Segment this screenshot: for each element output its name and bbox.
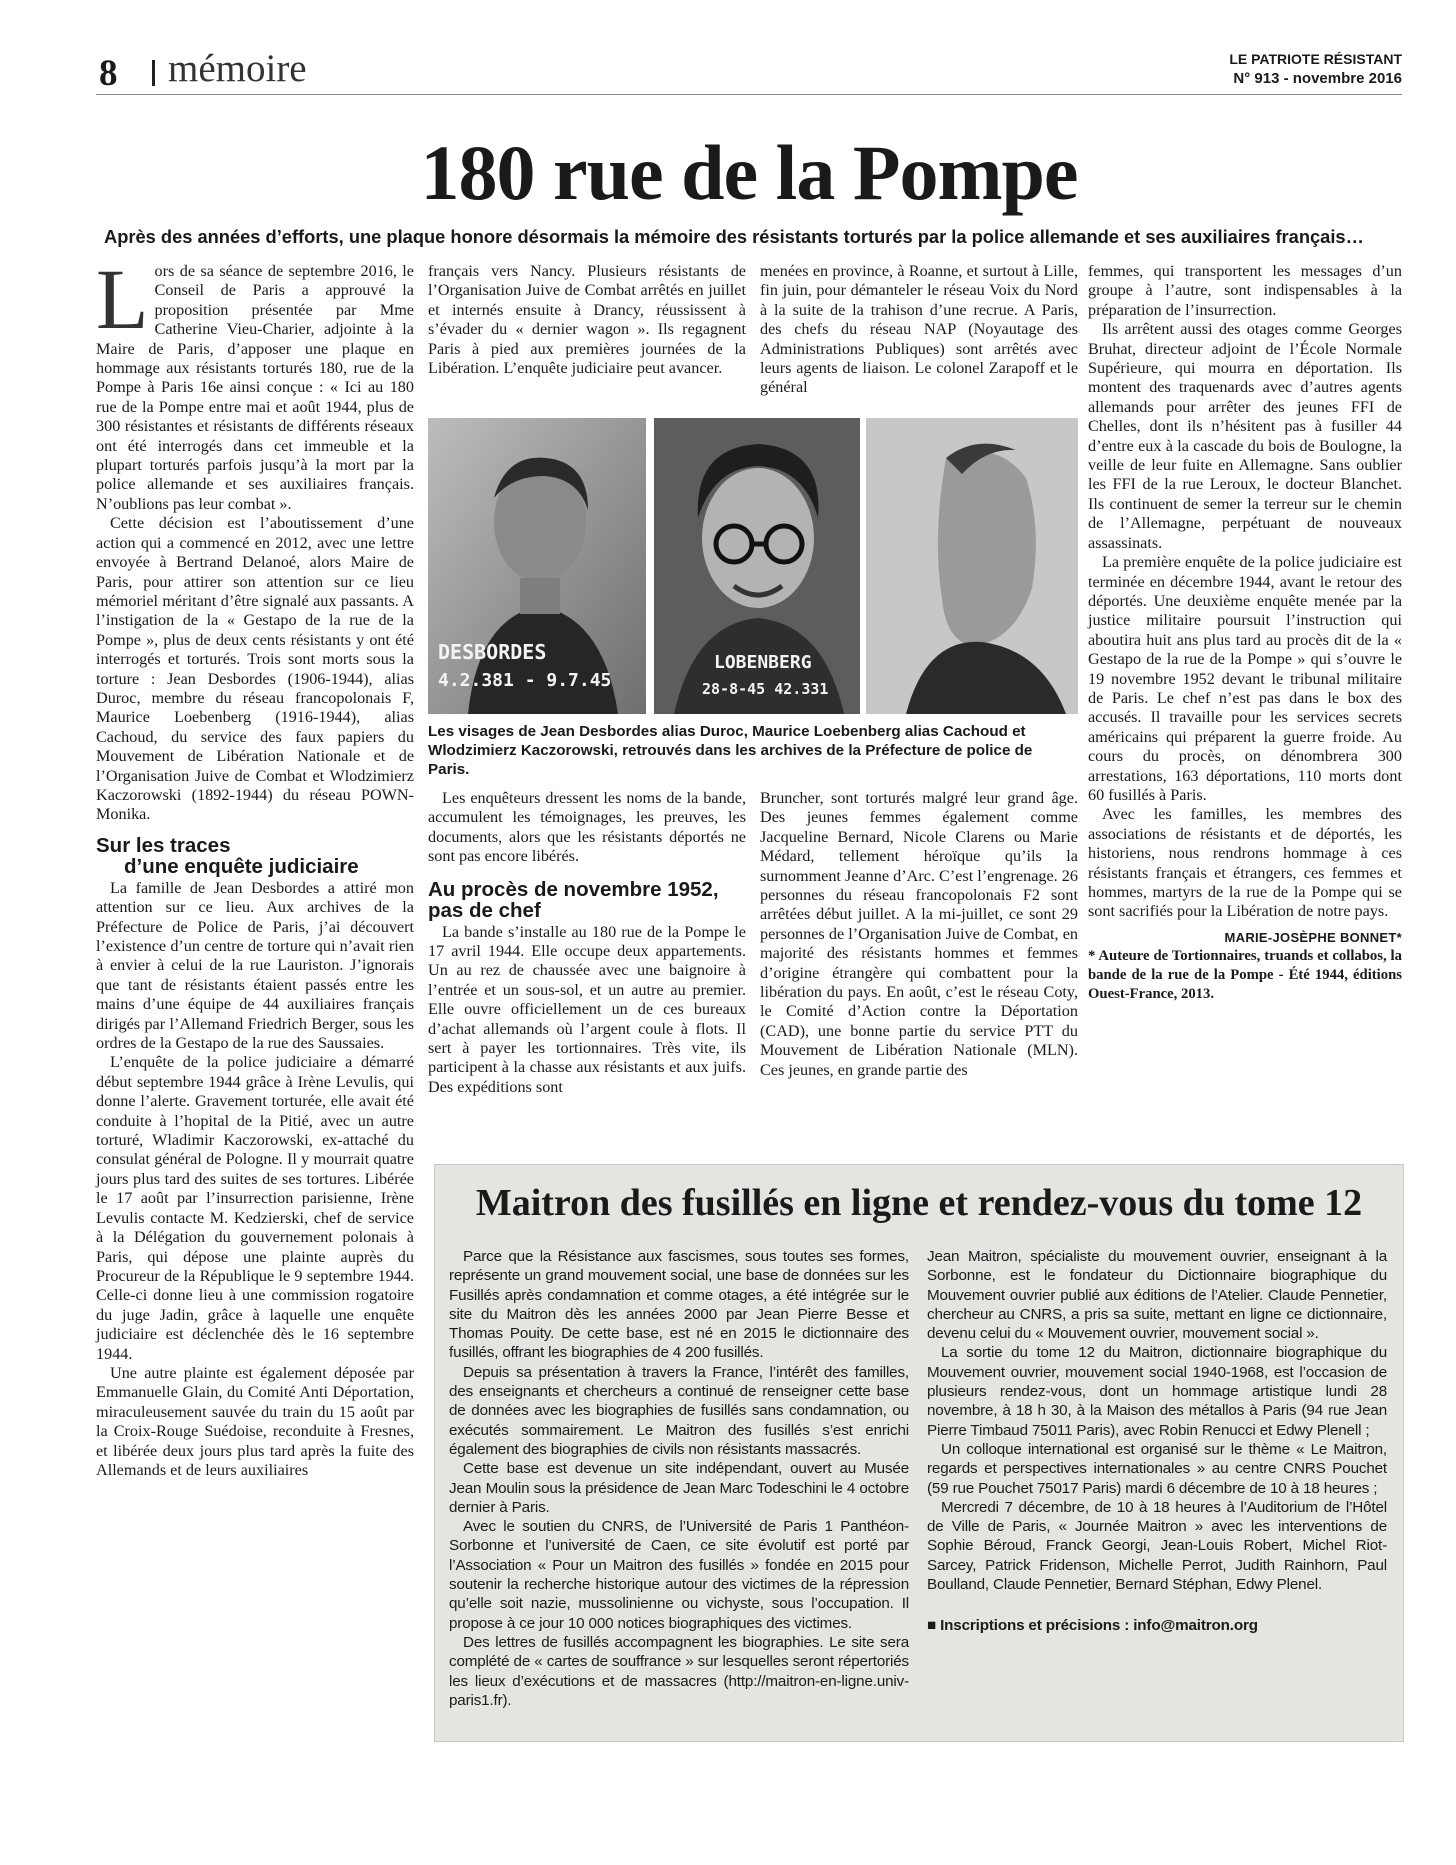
box-paragraph: Jean Maitron, spécialiste du mouvement ouvrier, enseignant à la Sorbonne, est le fondateur du Dictionnaire biographique du Mouvement ouvrier publié aux éditions de l’Atelier. Claude Pennetier, chercheur au CNRS, a pris sa suite, mettant en ligne ce dictionnaire, devenu celui du « Mouvement ouvrier, mouvement social ». [927,1248,1387,1343]
article-paragraph: français vers Nancy. Plusieurs résistants de l’Organisation Juive de Combat arrêtés en juillet et internés ensuite à Drancy, réussissent à s’évader du « dernier wagon ». Ils regagnent Paris à pied aux premières journées de la Libération. L’enquête judiciaire peut avancer. [428,262,746,378]
box-paragraph: Un colloque international est organisé sur le thème « Le Maitron, regards et perspectives internationales » au centre CNRS Pouchet (59 rue Pouchet 75017 Paris) mardi 6 décembre de 10 à 18 heures ; [927,1440,1387,1497]
article-paragraph: Une autre plainte est également déposée par Emmanuelle Glain, du Comité Anti Déportation, miraculeusement sauvée du train du 15 août par la Croix-Rouge Suédoise, reconduite à Fresnes, et libérée deux jours plus tard après la fuite des Allemands et de leurs auxiliaires [96,1363,414,1479]
subhead-proces: Au procès de novembre 1952, pas de chef [428,877,719,922]
article-column-1 [96,251,414,1480]
photo-desbordes [428,418,646,714]
photo-number: 28-8-45 42.331 [702,680,829,698]
box-paragraph: Depuis sa présentation à travers la France, l’intérêt des familles, des enseignants et chercheurs a continué de renseigner cette base de données avec les biographies de fusillés sans condamnation, ou exécutés sommairement. Le Maitron des fusillés s’est enrichi également des biographies de civils non résistants massacrés. [449,1363,909,1458]
article-paragraph: La première enquête de la police judiciaire est terminée en décembre 1944, avant le retour des déportés. Une deuxième enquête menée par la justice militaire poursuit l’instruction qui aboutira huit ans plus tard au procès dit de la « Gestapo de la rue de la Pompe » qui s’ouvre le 19 novembre 1952 devant le tribunal militaire de Paris. Le chef n’est pas dans le box des accusés. Il travaille pour les services secrets américains qui préparent la guerre froide. Au cours du procès, on dénombrera 300 arrestations, 163 déportations, 110 morts dont 60 fusillés à Paris. [1088,553,1402,804]
photo-caption: Les visages de Jean Desbordes alias Duroc, Maurice Loebenberg alias Cachoud et Wlodzimierz Kaczorowski, retrouvés dans les archives de la Préfecture de police de Paris. [428,723,1033,778]
article-paragraph: Bruncher, sont torturés malgré leur grand âge. Des jeunes femmes également comme Jacqueline Bernard, Nicole Clarens ou Marie Médard, tellement héroïque qu’ils la surnomment Jeanne d’Arc. C’est l’engrenage. 26 personnes du réseau francopolonais F2 sont arrêtées début juillet. A la mi-juillet, ce sont 29 personnes de l’Organisation Juive de Combat, en majorité des résistants hommes et femmes d’origine étrangère qui combattent pour la libération du pays. En août, c’est le réseau Coty, le Comité d’Action contre la Déportation (CAD), une bonne partie du service PTT du Mouvement de Libération Nationale (MLN). Ces jeunes, en grande partie des [760,789,1078,1079]
box-paragraph: Mercredi 7 décembre, de 10 à 18 heures à l’Auditorium de l’Hôtel de Ville de Paris, « Journée Maitron » avec les interventions de Sophie Béroud, Franck Georgi, Jean-Louis Robert, Michel Riot-Sarcey, Patrick Fridenson, Michelle Perrot, Judith Rainhorn, Paul Boulland, Claude Pennetier, Bernard Stéphan, Edwy Plenel. [927,1498,1387,1594]
article-column-3-bottom [760,789,1078,1080]
author-signature: MARIE-JOSÈPHE BONNET* [1224,929,1402,945]
page-number: 8 [99,53,118,94]
drop-cap: L [96,251,149,347]
subhead-traces: Sur les traces d’une enquête judiciaire [96,833,359,878]
article-title: 180 rue de la Pompe [420,129,1078,216]
article-column-4 [1088,262,1402,1004]
section-title: mémoire [168,47,307,90]
maitron-box [434,1164,1404,1742]
article-paragraph: La bande s’installe au 180 rue de la Pompe le 17 avril 1944. Elle occupe deux appartements. Un au rez de chaussée avec une baignoire à l’entrée et un sous-sol, et un autre au premier. Elle ouvre officiellement un de ces bureaux d’achat allemands où l’argent coule à flots. Il sert à payer les tortionnaires. Très vite, ils participent à la chasse aux résistants et aux juifs. Des expéditions sont [428,922,746,1096]
article-column-3-top [760,262,1078,398]
issue-number: N° 913 - novembre 2016 [1233,70,1402,87]
photo-number: 4.2.381 - 9.7.45 [438,670,612,691]
portrait-image [866,418,1078,714]
article-paragraph: menées en province, à Roanne, et surtout à Lille, fin juin, pour démanteler le réseau Voix du Nord à la suite de la trahison d’une recrue. A Paris, des chefs du réseau NAP (Noyautage des Administrations Publiques) sont arrêtés avec leurs agents de liaison. Le colonel Zarapoff et le général [760,262,1078,397]
publication-name: LE PATRIOTE RÉSISTANT [1229,51,1402,67]
article-paragraph: Ils arrêtent aussi des otages comme Georges Bruhat, directeur adjoint de l’École Normale Supérieure, qui mourra en déportation. Ils montent des traquenards avec d’autres agents allemands pour arrêter des jeunes FFI de Chelles, dont ils n’hésitent pas à fusiller 44 d’entre eux à la cascade du bois de Boulogne, la veille de leur fuite en Allemagne. Sans oublier les FFI de la rue Leroux, le docteur Blanchet. Ils continuent de semer la terreur sur le chemin de l’Allemagne, perpétuant de nouveaux assassinats. [1088,320,1402,552]
photo-label: LOBENBERG [714,652,812,673]
box-title: Maitron des fusillés en ligne et rendez-vous du tome 12 [475,1182,1363,1224]
box-column-right [927,1247,1387,1636]
box-paragraph: Avec le soutien du CNRS, de l’Université de Paris 1 Panthéon-Sorbonne et l’université de Caen, ce site évolutif est porté par l’Association « Pour un Maitron des fusillés » fondée en 2015 pour soutenir la recherche historique autour des victimes de la répression qu’elle soit nazie, mussolinienne ou vichyste, sous l’occupation. Il propose à ce jour 10 000 notices biographiques des victimes. [449,1518,909,1632]
article-paragraph: La famille de Jean Desbordes a attiré mon attention sur ce lieu. Aux archives de la Préfecture de Police de Paris, j’ai découvert l’existence d’un centre de torture qui n’avait rien à envier à celui de la rue Lauriston. J’ignorais que tant de résistants étaient passés entre les mains d’une équipe de 44 auxiliaires français dirigés par l’Allemand Friedrich Berger, sous les ordres de la Gestapo de la rue des Saussaies. [96,878,414,1053]
article-paragraph: femmes, qui transportent les messages d’un groupe à l’autre, sont indispensables à la préparation de l’insurrection. [1088,262,1402,319]
box-paragraph: Parce que la Résistance aux fascismes, sous toutes ses formes, représente un grand mouvement social, une base de données sur les Fusillés après condamnation et comme otages, a été intégrée sur le site du Maitron dès les années 2000 par Jean Pierre Besse et Thomas Pouity. De cette base, est né en 2015 le dictionnaire des fusillés, offrant les biographies de 4 200 fusillés. [449,1248,909,1362]
box-paragraph: Cette base est devenue un site indépendant, ouvert au Musée Jean Moulin sous la présidence de Jean Marc Todeschini le 4 octobre dernier à Paris. [449,1460,909,1516]
author-note: * Auteure de Tortionnaires, truands et collabos, la bande de la rue de la Pompe - Été 1944, éditions Ouest-France, 2013. [1088,948,1402,1003]
photo-loebenberg [654,418,860,714]
article-paragraph: Les enquêteurs dressent les noms de la bande, accumulent les témoignages, les preuves, les documents, alors que les résistants déportés ne sont pas encore libérés. [428,789,746,866]
article-paragraph: Cette décision est l’aboutissement d’une action qui a commencé en 2012, avec une lettre envoyée à Bertrand Delanoé, alors Maire de Paris, pour attirer son attention sur ce lieu mémoriel méritant d’être signalé aux passants. A l’instigation de la « Gestapo de la rue de la Pompe », plus de deux cents résistants y ont été interrogés et torturés. Trois sont morts sous la torture : Jean Desbordes (1906-1944), alias Duroc, membre du réseau francopolonais F, Maurice Loebenberg (1916-1944), alias Cachoud, du service des faux papiers du Mouvement de Libération Nationale et de l’Organisation Juive de Combat et Wlodzimierz Kaczorowski (1892-1944) du réseau POWN-Monika. [96,514,414,824]
article-paragraph: L’enquête de la police judiciaire a démarré début septembre 1944 grâce à Irène Levulis, qui donne l’alerte. Gravement torturée, elle avait été conduite à l’hopital de la Pitié, avec un autre torturé, Wladimir Kaczorowski, ex-attaché du consulat général de Pologne. Il y mourrait quatre jours plus tard des suites de ses tortures. Libérée le 17 août par l’insurrection parisienne, Irène Levulis contacte M. Kedzierski, chef de service à la Délégation du gouvernement polonais à Paris, qui dépose une plainte auprès du Procureur de la République le 9 septembre 1944. Celle-ci donne lieu à une commission rogatoire du juge Jadin, grâce à laquelle une enquête judiciaire est déclenchée dès le 16 septembre 1944. [96,1053,414,1363]
article-paragraph: Lors de sa séance de septembre 2016, le Conseil de Paris a approuvé la proposition présentée par Mme Catherine Vieu-Charier, adjointe à la Maire de Paris, d’apposer une plaque en hommage aux résistants torturés 180, rue de la Pompe à Paris 16e ainsi conçue : « Ici au 180 rue de la Pompe entre mai et août 1944, plus de 300 résistantes et résistants de différents réseaux ont été interrogés dans cet immeuble et la plupart torturés parfois jusqu’à la mort par la police allemande et ses auxiliaires français. N’oublions pas leur combat ». [96,251,414,513]
article-column-2-bottom [428,789,746,1097]
photo-label: DESBORDES [438,640,547,664]
header-rule [96,94,1402,95]
article-standfirst: Après des années d’efforts, une plaque honore désormais la mémoire des résistants torturés par la police allemande et ses auxiliaires français… [104,226,1364,247]
box-column-left [449,1247,909,1710]
box-paragraph: Des lettres de fusillés accompagnent les biographies. Le site sera complété de « cartes de souffrance » sur lesquelles seront répertoriés les lieux d’exécutions et de massacres (http://maitron-en-ligne.univ-paris1.fr). [449,1633,909,1709]
article-paragraph: Avec les familles, les membres des associations de résistants et de déportés, les historiens, nous rendrons hommage à ces résistants français et étrangers, ces femmes et hommes, martyrs de la rue de la Pompe qui se sont sacrifiés pour la Libération de notre pays. [1088,805,1402,921]
article-column-2-top [428,262,746,378]
photo-kaczorowski [866,418,1078,714]
box-contact: ■ Inscriptions et précisions : info@maitron.org [927,1617,1258,1635]
box-paragraph: La sortie du tome 12 du Maitron, dictionnaire biographique du Mouvement ouvrier, mouvement social 1940-1968, est l’occasion de plusieurs rendez-vous, dont un hommage artistique lundi 28 novembre, à 18 h 30, à la Maison des métallos à Paris (94 rue Jean Pierre Timbaud 75011 Paris), avec Robin Renucci et Edwy Plenell ; [927,1344,1387,1439]
header-divider [152,60,155,86]
